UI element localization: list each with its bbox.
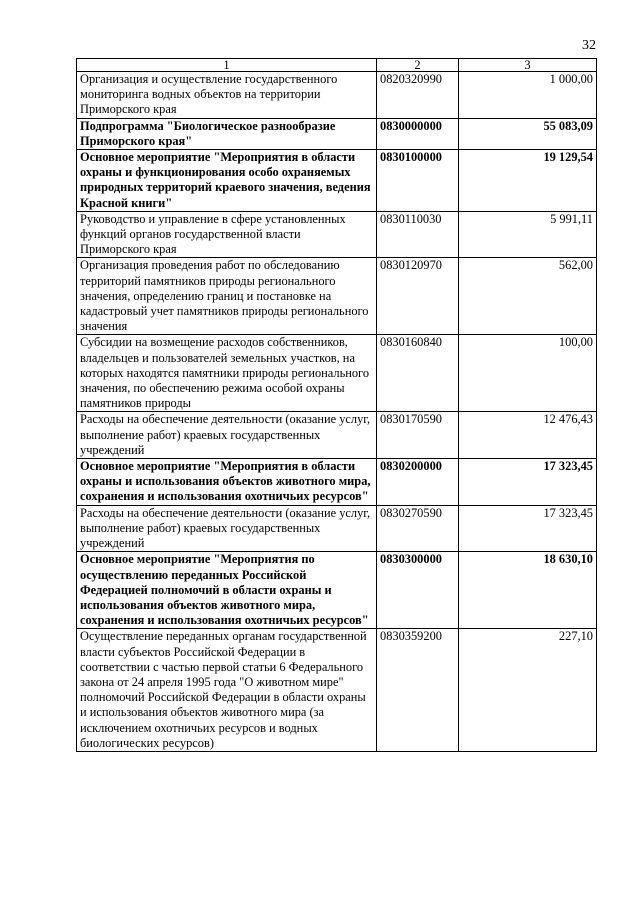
row-amount: 18 630,10: [459, 552, 597, 629]
row-name: Расходы на обеспечение деятельности (оказание услуг, выполнение работ) краевых государственных учреждений: [77, 505, 377, 552]
table-row: [77, 150, 597, 212]
table-row: [77, 412, 597, 459]
row-name: Расходы на обеспечение деятельности (оказание услуг, выполнение работ) краевых государственных учреждений: [77, 412, 377, 459]
table-row: [77, 72, 597, 119]
table-row: [77, 459, 597, 506]
row-amount: 12 476,43: [459, 412, 597, 459]
table-row: [77, 118, 597, 149]
row-name: Организация и осуществление государственного мониторинга водных объектов на территории Приморского края: [77, 72, 377, 119]
row-code: 0830160840: [377, 335, 459, 412]
table-row: [77, 211, 597, 258]
row-code: 0830110030: [377, 211, 459, 258]
row-amount: 562,00: [459, 258, 597, 335]
row-amount: 17 323,45: [459, 505, 597, 552]
row-name: Основное мероприятие "Мероприятия в области охраны и функционирования особо охраняемых природных территорий краевого значения, ведения Красной книги": [77, 150, 377, 212]
row-name: Руководство и управление в сфере установленных функций органов государственной власти Приморского края: [77, 211, 377, 258]
column-header-2: 2: [377, 59, 459, 72]
row-code: 0830359200: [377, 629, 459, 752]
row-code: 0820320990: [377, 72, 459, 119]
table-row: [77, 258, 597, 335]
row-name: Основное мероприятие "Мероприятия по осуществлению переданных Российской Федерацией полномочий в области охраны и использования объектов животного мира, сохранения и использования охотничьих ресурсов": [77, 552, 377, 629]
row-amount: 17 323,45: [459, 459, 597, 506]
column-header-3: 3: [459, 59, 597, 72]
row-code: 0830200000: [377, 459, 459, 506]
row-code: 0830170590: [377, 412, 459, 459]
row-amount: 19 129,54: [459, 150, 597, 212]
row-name: Организация проведения работ по обследованию территорий памятников природы регионального значения, определению границ и постановке на кадастровый учет памятников природы регионального значения: [77, 258, 377, 335]
page-number: 32: [582, 38, 596, 53]
table-header-row: [77, 59, 597, 72]
row-amount: 100,00: [459, 335, 597, 412]
row-code: 0830300000: [377, 552, 459, 629]
row-code: 0830270590: [377, 505, 459, 552]
row-code: 0830120970: [377, 258, 459, 335]
row-amount: 55 083,09: [459, 118, 597, 149]
budget-table: [76, 58, 597, 752]
table-row: [77, 552, 597, 629]
column-header-1: 1: [77, 59, 377, 72]
row-name: Осуществление переданных органам государственной власти субъектов Российской Федерации в соответствии с частью первой статьи 6 Федерального закона от 24 апреля 1995 года "О животном мире" полномочий Российской Федерации в области охраны и использования объектов животного мира (за исключением охотничьих ресурсов и водных биологических ресурсов): [77, 629, 377, 752]
row-code: 0830000000: [377, 118, 459, 149]
row-amount: 5 991,11: [459, 211, 597, 258]
row-amount: 1 000,00: [459, 72, 597, 119]
row-code: 0830100000: [377, 150, 459, 212]
table-row: [77, 335, 597, 412]
row-amount: 227,10: [459, 629, 597, 752]
row-name: Субсидии на возмещение расходов собственников, владельцев и пользователей земельных участков, на которых находятся памятники природы регионального значения, по обеспечению режима особой охраны памятников природы: [77, 335, 377, 412]
row-name: Подпрограмма "Биологическое разнообразие Приморского края": [77, 118, 377, 149]
table-row: [77, 505, 597, 552]
table-row: [77, 629, 597, 752]
row-name: Основное мероприятие "Мероприятия в области охраны и использования объектов животного мира, сохранения и использования охотничьих ресурсов": [77, 459, 377, 506]
